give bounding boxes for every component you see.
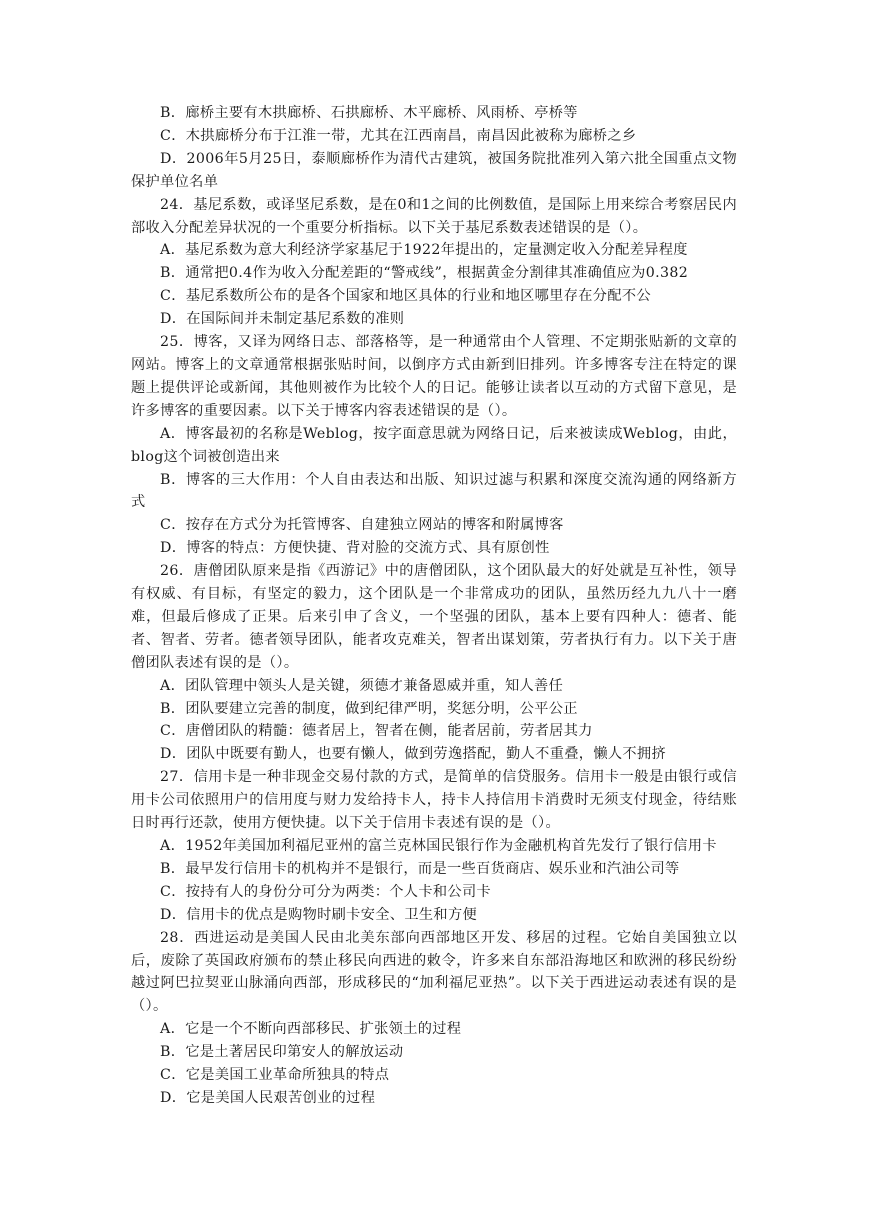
option-23-c: C．木拱廊桥分布于江淮一带，尤其在江西南昌，南昌因此被称为廊桥之乡 <box>160 127 637 144</box>
option-24-d: D．在国际间并未制定基尼系数的准则 <box>160 311 405 328</box>
option-25-a: A．博客最初的名称是Weblog，按字面意思就为网络日记，后来被读成Weblog，由此，blog这个词被创造出来 <box>131 425 737 465</box>
document-page <box>131 102 737 1110</box>
option-27-a: A．1952年美国加利福尼亚州的富兰克林国民银行作为金融机构首先发行了银行信用卡 <box>160 838 717 854</box>
question-24: 24．基尼系数，或译坚尼系数，是在0和1之间的比例数值，是国际上用来综合考察居民内部收入分配差异状况的一个重要分析指标。以下关于基尼系数表述错误的是（）。 <box>131 196 737 236</box>
question-27: 27．信用卡是一种非现金交易付款的方式，是简单的信贷服务。信用卡一般是由银行或信用卡公司依照用户的信用度与财力发给持卡人，持卡人持信用卡消费时无须支付现金，待结账日时再行还款，使用方便快捷。以下关于信用卡表述有误的是（）。 <box>131 769 737 832</box>
question-25: 25．博客，又译为网络日志、部落格等，是一种通常由个人管理、不定期张贴新的文章的网站。博客上的文章通常根据张贴时间，以倒序方式由新到旧排列。许多博客专注在特定的课题上提供评论或新闻，其他则被作为比较个人的日记。能够让读者以互动的方式留下意见，是许多博客的重要因素。以下关于博客内容表述错误的是（）。 <box>131 334 737 419</box>
option-23-b: B．廊桥主要有木拱廊桥、石拱廊桥、木平廊桥、风雨桥、亭桥等 <box>160 105 578 121</box>
option-27-b: B．最早发行信用卡的机构并不是银行，而是一些百货商店、娱乐业和汽油公司等 <box>160 860 680 877</box>
option-24-c: C．基尼系数所公布的是各个国家和地区具体的行业和地区哪里存在分配不公 <box>160 288 651 305</box>
option-28-a: A．它是一个不断向西部移民、扩张领土的过程 <box>160 1021 462 1038</box>
option-27-d: D．信用卡的优点是购物时刷卡安全、卫生和方便 <box>160 906 478 923</box>
option-28-d: D．它是美国人民艰苦创业的过程 <box>160 1089 376 1106</box>
option-26-b: B．团队要建立完善的制度，做到纪律严明，奖惩分明，公平公正 <box>160 700 578 717</box>
question-28: 28．西进运动是美国人民由北美东部向西部地区开发、移居的过程。它始自美国独立以后，废除了英国政府颁布的禁止移民向西进的敕令，许多来自东部沿海地区和欧洲的移民纷纷越过阿巴拉契亚山脉涌向西部，形成移民的“加利福尼亚热”。以下关于西进运动表述有误的是（）。 <box>131 929 737 1015</box>
question-26: 26．唐僧团队原来是指《西游记》中的唐僧团队，这个团队最大的好处就是互补性，领导有权威、有目标，有坚定的毅力，这个团队是一个非常成功的团队，虽然历经九九八十一磨难，但最后修成了正果。后来引申了含义，一个坚强的团队，基本上要有四种人：德者、能者、智者、劳者。德者领导团队，能者攻克难关，智者出谋划策，劳者执行有力。以下关于唐僧团队表述有误的是（）。 <box>131 563 737 671</box>
option-26-c: C．唐僧团队的精髓：德者居上，智者在侧，能者居前，劳者居其力 <box>160 723 593 740</box>
option-24-b: B．通常把0.4作为收入分配差距的“警戒线”，根据黄金分割律其准确值应为0.382 <box>160 265 689 282</box>
option-25-d: D．博客的特点：方便快捷、背对脸的交流方式、具有原创性 <box>160 540 550 557</box>
option-26-a: A．团队管理中领头人是关键，须德才兼备恩威并重，知人善任 <box>160 677 564 694</box>
option-28-b: B．它是土著居民印第安人的解放运动 <box>160 1044 404 1061</box>
option-23-d: D．2006年5月25日，泰顺廊桥作为清代古建筑，被国务院批准列入第六批全国重点文物保护单位名单 <box>131 150 737 190</box>
option-27-c: C．按持有人的身份分可分为两类：个人卡和公司卡 <box>160 883 492 900</box>
option-24-a: A．基尼系数为意大利经济学家基尼于1922年提出的，定量测定收入分配差异程度 <box>160 242 688 259</box>
option-28-c: C．它是美国工业革命所独具的特点 <box>160 1067 390 1084</box>
option-25-b: B．博客的三大作用：个人自由表达和出版、知识过滤与积累和深度交流沟通的网络新方式 <box>131 471 737 511</box>
option-25-c: C．按存在方式分为托管博客、自建独立网站的博客和附属博客 <box>160 517 564 534</box>
option-26-d: D．团队中既要有勤人，也要有懒人，做到劳逸搭配，勤人不重叠，懒人不拥挤 <box>160 746 667 763</box>
